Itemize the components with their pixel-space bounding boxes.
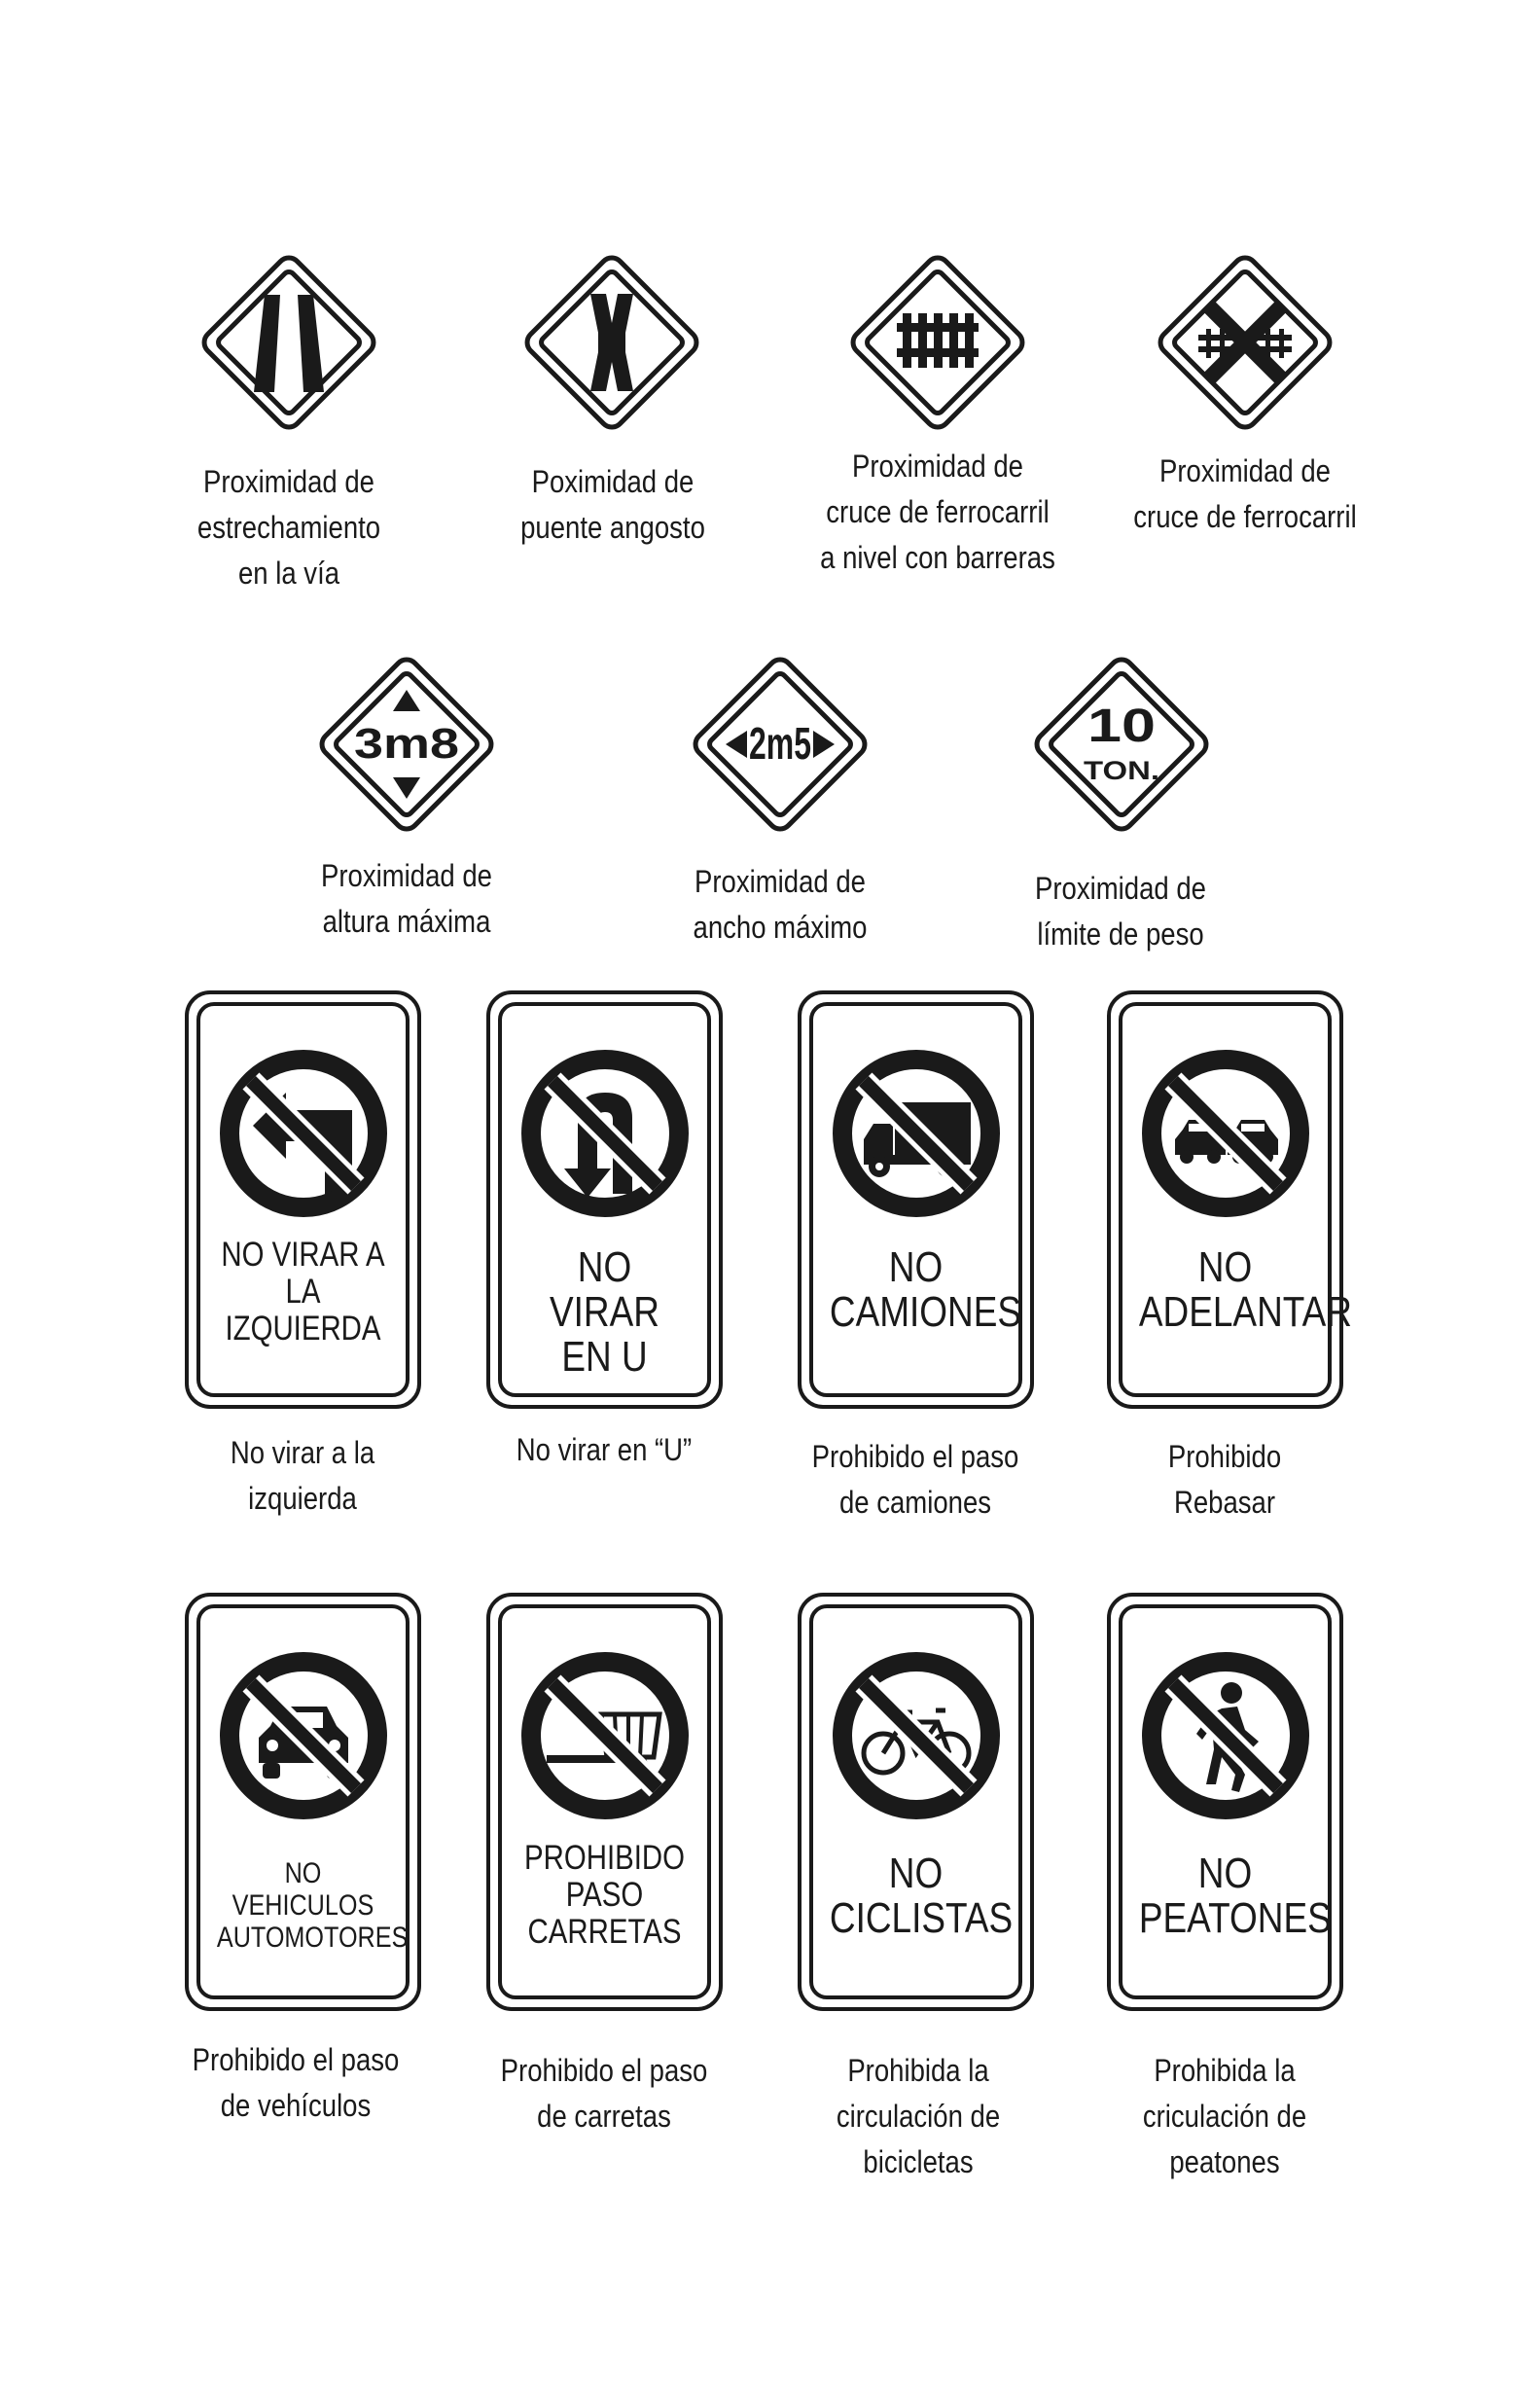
caption-no-left-turn: No virar a la izquierda [230, 1435, 375, 1516]
caption-weight-limit: Proximidad de límite de peso [1035, 871, 1206, 952]
no-u-turn-sign [486, 990, 723, 1409]
railroad-crossing-barrier-sign [838, 243, 1037, 442]
road-narrows-sign [190, 243, 388, 442]
no-left-turn-icon [216, 1046, 391, 1221]
no-overtaking-sign [1107, 990, 1352, 1409]
caption-max-width: Proximidad de ancho máximo [693, 864, 868, 945]
railroad-crossing-icon [1146, 243, 1344, 442]
caption-no-overtaking: Prohibido Rebasar [1167, 1439, 1282, 1520]
no-carts-sign [486, 1593, 723, 2011]
no-bicycles-sign [798, 1593, 1034, 2011]
sign-text-no-overtaking: NO ADELANTAR [1138, 1243, 1352, 1336]
sign-text-max-width: 2m5 [749, 718, 811, 769]
sign-text-weight-unit: TON. [1084, 756, 1159, 785]
caption-no-trucks: Prohibido el paso de camiones [811, 1439, 1019, 1520]
sign-text-no-motor-vehicles: NO VEHICULOS AUTOMOTORES [216, 1857, 409, 1954]
sign-text-no-trucks: NO CAMIONES [829, 1243, 1022, 1336]
caption-no-u-turn: No virar en “U” [516, 1432, 693, 1467]
railroad-crossing-barrier-icon [838, 243, 1037, 442]
sign-text-no-left-turn: NO VIRAR A LA IZQUIERDA [221, 1236, 385, 1348]
no-pedestrians-icon [1138, 1648, 1313, 1823]
sign-text-no-u-turn: NO VIRAR EN U [550, 1243, 659, 1381]
no-overtaking-icon [1138, 1046, 1313, 1221]
sign-text-no-pedestrians: NO PEATONES [1138, 1850, 1332, 1942]
sign-text-max-height: 3m8 [354, 720, 459, 768]
caption-railroad: Proximidad de cruce de ferrocarril [1133, 453, 1357, 534]
max-height-sign [307, 645, 506, 844]
narrow-bridge-icon [513, 243, 711, 442]
weight-limit-sign [1022, 645, 1221, 844]
no-u-turn-icon [517, 1046, 693, 1221]
sign-text-no-carts: PROHIBIDO PASO CARRETAS [523, 1839, 685, 1951]
caption-no-motor-vehicles: Prohibido el paso de vehículos [192, 2042, 400, 2123]
no-left-turn-sign [185, 990, 421, 1409]
no-motor-vehicles-icon [216, 1648, 391, 1823]
sign-text-no-bicycles: NO CICLISTAS [829, 1850, 1014, 1942]
caption-no-carts: Prohibido el paso de carretas [500, 2053, 708, 2134]
narrow-bridge-sign [513, 243, 711, 442]
caption-railroad-barrier: Proximidad de cruce de ferrocarril a nivel con barreras [820, 449, 1055, 575]
max-width-sign [681, 645, 879, 844]
caption-narrow-bridge: Poximidad de puente angosto [520, 464, 705, 545]
caption-road-narrows: Proximidad de estrechamiento en la vía [196, 464, 381, 591]
caption-no-bicycles: Prohibida la circulación de bicicletas [836, 2053, 1001, 2179]
no-carts-icon [517, 1648, 693, 1823]
no-bicycles-icon [829, 1648, 1004, 1823]
railroad-crossing-sign [1146, 243, 1344, 442]
caption-max-height: Proximidad de altura máxima [321, 858, 492, 939]
weight-limit-icon [1022, 645, 1221, 844]
max-width-icon [681, 645, 879, 844]
no-motor-vehicles-sign [185, 1593, 421, 2011]
no-trucks-icon [829, 1046, 1004, 1221]
max-height-icon [307, 645, 506, 844]
caption-no-pedestrians: Prohibida la criculación de peatones [1142, 2053, 1307, 2179]
road-narrows-icon [190, 243, 388, 442]
sign-text-weight-number: 10 [1087, 701, 1156, 752]
no-pedestrians-sign [1107, 1593, 1343, 2011]
no-trucks-sign [798, 990, 1034, 1409]
